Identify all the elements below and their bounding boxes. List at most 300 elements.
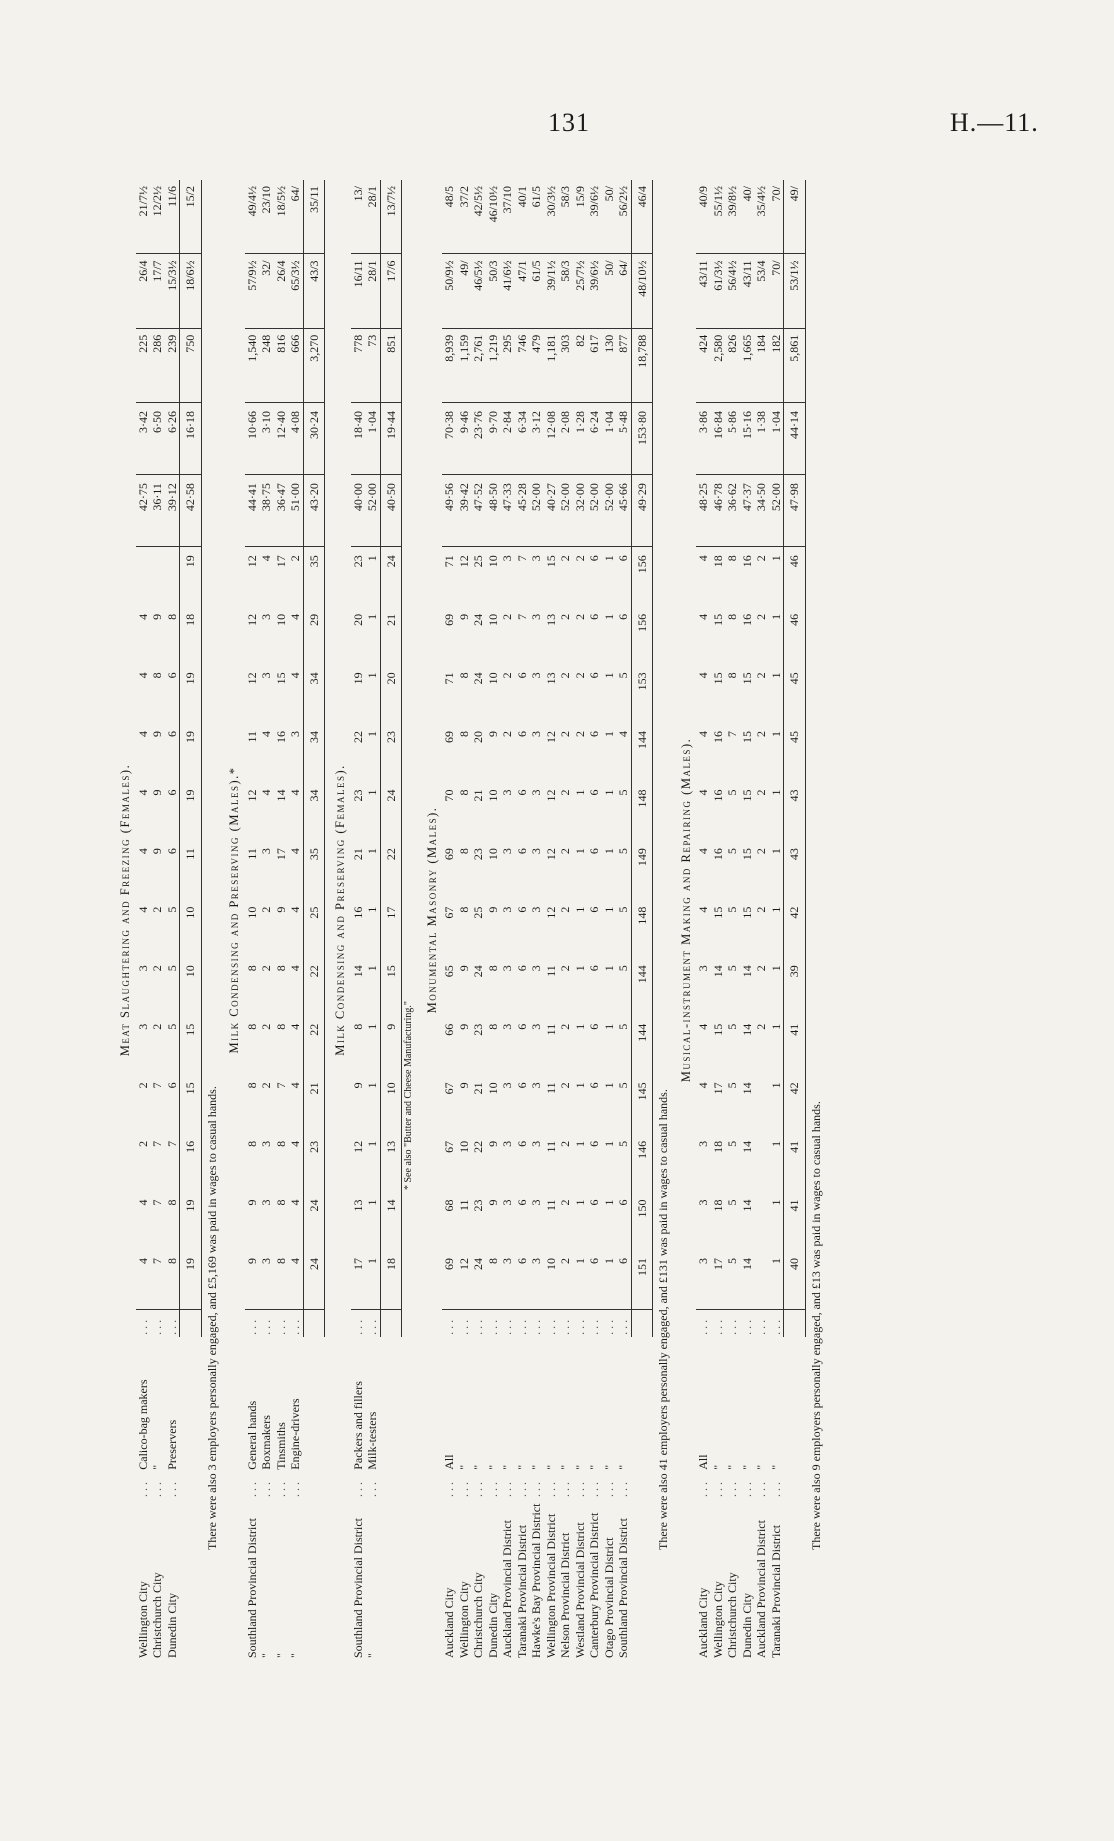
- average-cell: 36·47: [274, 475, 289, 547]
- count-cell: 8: [273, 1140, 288, 1147]
- table-row: [616, 180, 631, 1660]
- count-cell: 18: [710, 555, 725, 568]
- wage-cell: 49/4½: [245, 180, 260, 254]
- average-cell: 6·26: [165, 402, 180, 474]
- count-cell: 6: [587, 555, 601, 562]
- count-cell: 1: [365, 730, 379, 737]
- count-cell: 3: [500, 1258, 514, 1265]
- average-cell: 6·24: [587, 402, 602, 474]
- leader-dots: . . .: [288, 1481, 302, 1497]
- count-cell: 6: [164, 730, 179, 737]
- count-cell: 15: [180, 1074, 202, 1133]
- count-cell: 6: [514, 672, 529, 679]
- count-cell: 17: [273, 555, 288, 568]
- count-cell: 18: [710, 1140, 725, 1153]
- locality-cell: Auckland City: [442, 1587, 456, 1658]
- locality-cell: Southland Provincial District: [616, 1518, 630, 1658]
- count-cell: 3: [259, 672, 273, 679]
- leader-dots: . . .: [587, 1309, 602, 1337]
- average-cell: 6·34: [515, 402, 530, 474]
- wage-cell: 43/11: [696, 254, 711, 328]
- average-cell: 39·42: [457, 475, 472, 547]
- count-cell: 19: [180, 782, 202, 841]
- count-cell: 5: [725, 906, 739, 913]
- total-row: [631, 180, 653, 1660]
- count-cell: 24: [471, 965, 485, 978]
- wage-cell: 11/6: [165, 180, 180, 254]
- count-cell: 2: [754, 789, 768, 796]
- count-cell: 22: [380, 840, 402, 899]
- count-cell: 1: [365, 1258, 379, 1265]
- leader-dots: . . .: [725, 1309, 740, 1337]
- count-cell: 2: [150, 965, 164, 972]
- count-cell: 8: [350, 1023, 365, 1030]
- count-cell: 8: [244, 1023, 259, 1030]
- count-cell: 7: [150, 1082, 164, 1089]
- wage-cell: 40/: [740, 180, 755, 254]
- footnote: * See also "Butter and Cheese Manufacturing.": [403, 1001, 414, 1190]
- count-cell: 5: [616, 965, 630, 972]
- leader-dots: . . .: [587, 1481, 601, 1497]
- count-cell: 14: [739, 1258, 754, 1271]
- class-cell: ": [514, 1464, 529, 1470]
- count-cell: 2: [558, 613, 572, 620]
- leader-dots: [631, 1472, 653, 1499]
- count-cell: 2: [500, 613, 514, 620]
- count-cell: 2: [754, 613, 768, 620]
- count-cell: 1: [572, 789, 587, 796]
- leader-dots: . . .: [486, 1309, 501, 1337]
- wage-cell: 40/1: [515, 180, 530, 254]
- count-cell: 2: [572, 672, 587, 679]
- count-cell: 2: [558, 1199, 572, 1206]
- count-cell: 1: [768, 1082, 783, 1089]
- class-cell: ": [739, 1464, 754, 1470]
- count-cell: 3: [529, 906, 543, 913]
- count-cell: 12: [244, 672, 259, 685]
- count-cell: 10: [380, 1074, 402, 1133]
- leader-dots: . . .: [442, 1309, 457, 1337]
- count-cell: 4: [696, 1023, 710, 1030]
- count-cell: 9: [150, 848, 164, 855]
- count-cell: 15: [739, 672, 754, 685]
- locality-cell: Dunedin City: [485, 1593, 500, 1658]
- count-cell: 69: [442, 730, 456, 743]
- count-cell: 148: [631, 899, 653, 958]
- count-cell: 46: [784, 606, 806, 665]
- table-row: [696, 180, 711, 1660]
- average-cell: 5·48: [616, 402, 631, 474]
- average-cell: 3·10: [259, 402, 274, 474]
- leader-dots: [631, 1309, 653, 1337]
- count-cell: 3: [529, 1023, 543, 1030]
- count-cell: 19: [180, 1250, 202, 1309]
- locality-cell: Auckland Provincial District: [500, 1520, 514, 1658]
- average-cell: 47·52: [471, 475, 486, 547]
- count-cell: 2: [572, 555, 587, 562]
- count-cell: 3: [500, 906, 514, 913]
- count-cell: 1: [365, 906, 379, 913]
- table-row: [365, 180, 380, 1660]
- count-cell: 1: [601, 1140, 616, 1147]
- wage-cell: 424: [696, 328, 711, 402]
- wage-cell: 26/4: [274, 254, 289, 328]
- count-cell: 7: [273, 1082, 288, 1089]
- count-cell: 19: [180, 547, 202, 606]
- count-cell: 12: [350, 1140, 365, 1153]
- count-cell: 20: [471, 730, 485, 743]
- count-cell: 2: [754, 906, 768, 913]
- count-cell: 24: [471, 613, 485, 626]
- class-cell: [180, 1337, 202, 1472]
- locality-cell: Auckland City: [696, 1587, 710, 1658]
- count-cell: 5: [616, 1082, 630, 1089]
- count-cell: 14: [739, 1023, 754, 1036]
- wage-cell: 64/: [288, 180, 303, 254]
- count-cell: 15: [180, 1016, 202, 1075]
- leader-dots: . . .: [754, 1481, 768, 1497]
- count-cell: 2: [259, 1023, 273, 1030]
- count-cell: 8: [456, 730, 471, 737]
- average-cell: 15·16: [740, 402, 755, 474]
- leader-dots: . . .: [616, 1309, 631, 1337]
- wage-cell: 2,761: [471, 328, 486, 402]
- count-cell: 69: [442, 1258, 456, 1271]
- wage-cell: 35/11: [303, 180, 325, 254]
- count-cell: 8: [485, 1023, 500, 1030]
- wage-cell: 70/: [769, 180, 784, 254]
- wage-cell: 3,270: [303, 328, 325, 402]
- leader-dots: [180, 1309, 202, 1337]
- count-cell: 9: [150, 730, 164, 737]
- count-cell: 12: [456, 1258, 471, 1271]
- wage-cell: 61/3½: [711, 254, 726, 328]
- table-row: [544, 180, 559, 1660]
- count-cell: 1: [768, 555, 783, 562]
- locality-cell: Canterbury Provincial District: [587, 1512, 601, 1658]
- count-cell: 42: [784, 1074, 806, 1133]
- class-cell: ": [529, 1464, 543, 1470]
- count-cell: 4: [259, 730, 273, 737]
- count-cell: 6: [587, 1199, 601, 1206]
- wage-cell: 55/1½: [711, 180, 726, 254]
- table-section: [118, 160, 219, 1660]
- count-cell: 7: [514, 613, 529, 620]
- count-cell: 4: [135, 906, 150, 913]
- count-cell: 11: [543, 1023, 558, 1036]
- count-cell: 2: [500, 730, 514, 737]
- count-cell: 2: [558, 789, 572, 796]
- average-cell: 12·40: [274, 402, 289, 474]
- wage-cell: 43/11: [740, 254, 755, 328]
- leader-dots: . . .: [572, 1481, 587, 1497]
- count-cell: 4: [135, 848, 150, 855]
- leader-dots: . . .: [754, 1309, 769, 1337]
- locality-cell: ": [365, 1653, 379, 1658]
- count-cell: 4: [696, 906, 710, 913]
- wage-cell: 1,540: [245, 328, 260, 402]
- count-cell: 1: [572, 1258, 587, 1265]
- count-cell: 67: [442, 906, 456, 919]
- table-section: [679, 160, 824, 1660]
- wage-cell: 35/4½: [754, 180, 769, 254]
- count-cell: 5: [725, 789, 739, 796]
- count-cell: 6: [616, 613, 630, 620]
- count-cell: 1: [601, 906, 616, 913]
- count-cell: 3: [259, 613, 273, 620]
- average-cell: 3·86: [696, 402, 711, 474]
- wage-cell: 17/6: [380, 254, 402, 328]
- wage-cell: 248: [259, 328, 274, 402]
- leader-dots: . . .: [485, 1481, 500, 1497]
- count-cell: 1: [365, 848, 379, 855]
- locality-cell: ": [273, 1653, 288, 1658]
- count-cell: 3: [696, 1140, 710, 1147]
- class-cell: [380, 1337, 402, 1472]
- average-cell: 4·08: [288, 402, 303, 474]
- count-cell: 9: [350, 1082, 365, 1089]
- locality-cell: Auckland Provincial District: [754, 1520, 768, 1658]
- count-cell: 9: [485, 1199, 500, 1206]
- leader-dots: [784, 1309, 806, 1337]
- count-cell: 46: [784, 547, 806, 606]
- locality-cell: [380, 1499, 402, 1660]
- locality-cell: ": [259, 1653, 273, 1658]
- class-cell: ": [456, 1464, 471, 1470]
- count-cell: 19: [180, 723, 202, 782]
- wage-cell: 130: [602, 328, 617, 402]
- count-cell: 6: [514, 1082, 529, 1089]
- average-cell: 49·29: [631, 475, 653, 547]
- count-cell: 1: [601, 555, 616, 562]
- count-cell: 19: [180, 664, 202, 723]
- table-row: [136, 180, 151, 1660]
- count-cell: 14: [710, 965, 725, 978]
- table-row: [486, 180, 501, 1660]
- leader-dots: . . .: [150, 1309, 165, 1337]
- average-cell: 43·20: [303, 475, 325, 547]
- table-row: [573, 180, 588, 1660]
- count-cell: 1: [365, 672, 379, 679]
- count-cell: 1: [768, 672, 783, 679]
- wage-cell: 295: [500, 328, 515, 402]
- count-cell: 3: [529, 848, 543, 855]
- locality-cell: Wellington Provincial District: [543, 1513, 558, 1658]
- count-cell: 2: [754, 848, 768, 855]
- count-cell: 2: [288, 555, 302, 562]
- count-cell: 35: [303, 547, 325, 606]
- count-cell: 8: [456, 848, 471, 855]
- count-cell: 3: [500, 1082, 514, 1089]
- count-cell: 2: [135, 1082, 150, 1089]
- count-cell: 71: [442, 672, 456, 685]
- average-cell: 16·84: [711, 402, 726, 474]
- count-cell: 6: [164, 672, 179, 679]
- count-cell: 3: [529, 1258, 543, 1265]
- count-cell: 8: [273, 1199, 288, 1206]
- wage-cell: 46/4: [631, 180, 653, 254]
- count-cell: 2: [150, 906, 164, 913]
- wage-cell: 64/: [616, 254, 631, 328]
- wage-cell: 49/: [457, 254, 472, 328]
- wage-cell: 28/1: [365, 254, 380, 328]
- count-cell: 156: [631, 606, 653, 665]
- count-cell: 15: [380, 957, 402, 1016]
- count-cell: 1: [601, 789, 616, 796]
- count-cell: 11: [543, 965, 558, 977]
- count-cell: 16: [710, 848, 725, 861]
- count-cell: 11: [244, 730, 259, 743]
- leader-dots: . . .: [165, 1309, 180, 1337]
- count-cell: 2: [558, 730, 572, 737]
- count-cell: 70: [442, 789, 456, 802]
- leader-dots: . . .: [456, 1481, 471, 1497]
- count-cell: 4: [288, 613, 302, 620]
- wage-cell: 39/6½: [587, 180, 602, 254]
- section-title: Milk Condensing and Preserving (Females).: [333, 764, 347, 1056]
- leader-dots: . . .: [150, 1481, 164, 1497]
- count-cell: 5: [725, 1023, 739, 1030]
- average-cell: 1·04: [602, 402, 617, 474]
- count-cell: 2: [558, 906, 572, 913]
- count-cell: 16: [273, 730, 288, 743]
- average-cell: 52·00: [365, 475, 380, 547]
- count-cell: 1: [365, 789, 379, 796]
- average-cell: 52·00: [587, 475, 602, 547]
- wage-cell: 70/: [769, 254, 784, 328]
- table-section: [227, 160, 325, 1660]
- wage-cell: 23/10: [259, 180, 274, 254]
- average-cell: 19·44: [380, 402, 402, 474]
- count-cell: 15: [710, 906, 725, 919]
- count-cell: 4: [288, 1140, 302, 1147]
- count-cell: 4: [135, 789, 150, 796]
- count-cell: 3: [529, 1199, 543, 1206]
- count-cell: 4: [288, 848, 302, 855]
- leader-dots: . . .: [274, 1309, 289, 1337]
- leader-dots: . . .: [515, 1309, 530, 1337]
- count-cell: 144: [631, 1016, 653, 1075]
- count-cell: 1: [365, 1023, 379, 1030]
- count-cell: 13: [380, 1133, 402, 1192]
- wage-cell: 746: [515, 328, 530, 402]
- count-cell: 3: [500, 1140, 514, 1147]
- count-cell: 12: [543, 906, 558, 919]
- count-cell: 14: [739, 1140, 754, 1153]
- count-cell: 10: [485, 672, 500, 685]
- average-cell: 44·14: [784, 402, 806, 474]
- class-cell: ": [471, 1464, 485, 1470]
- leader-dots: [784, 1472, 806, 1499]
- count-cell: 145: [631, 1074, 653, 1133]
- wage-cell: 56/2½: [616, 180, 631, 254]
- count-cell: 16: [350, 906, 365, 919]
- count-cell: 5: [164, 1023, 179, 1030]
- leader-dots: . . .: [351, 1309, 366, 1337]
- leader-dots: . . .: [471, 1309, 486, 1337]
- wage-cell: 26/4: [136, 254, 151, 328]
- average-cell: 1·04: [769, 402, 784, 474]
- count-cell: 1: [768, 1199, 783, 1206]
- leader-dots: . . .: [725, 1481, 739, 1497]
- locality-cell: [784, 1499, 806, 1660]
- count-cell: 3: [529, 730, 543, 737]
- count-cell: 3: [529, 613, 543, 620]
- count-cell: 23: [471, 1023, 485, 1036]
- count-cell: 5: [164, 906, 179, 913]
- wage-cell: 65/3½: [288, 254, 303, 328]
- count-cell: 1: [365, 1199, 379, 1206]
- table-section: [425, 160, 671, 1660]
- average-cell: 47·98: [784, 475, 806, 547]
- class-cell: ": [572, 1464, 587, 1470]
- count-cell: 21: [471, 789, 485, 802]
- average-cell: 42·75: [136, 475, 151, 547]
- wage-cell: 15/3½: [165, 254, 180, 328]
- wage-cell: 73: [365, 328, 380, 402]
- table-row: [457, 180, 472, 1660]
- wage-cell: 13/: [351, 180, 366, 254]
- count-cell: 8: [485, 965, 500, 972]
- count-cell: 4: [135, 672, 150, 679]
- count-cell: 17: [710, 1082, 725, 1095]
- count-cell: 41: [784, 1016, 806, 1075]
- count-cell: 3: [529, 555, 543, 562]
- count-cell: 39: [784, 957, 806, 1016]
- average-cell: 34·50: [754, 475, 769, 547]
- count-cell: 18: [380, 1250, 402, 1309]
- count-cell: 3: [288, 730, 302, 737]
- leader-dots: . . .: [365, 1481, 379, 1497]
- count-cell: 3: [696, 1258, 710, 1265]
- count-cell: 1: [768, 906, 783, 913]
- count-cell: 11: [456, 1199, 471, 1212]
- count-cell: 150: [631, 1191, 653, 1250]
- count-cell: 8: [725, 672, 739, 679]
- leader-dots: . . .: [245, 1309, 260, 1337]
- leader-dots: . . .: [696, 1481, 710, 1497]
- count-cell: 19: [180, 1191, 202, 1250]
- leader-dots: . . .: [696, 1309, 711, 1337]
- count-cell: 17: [350, 1258, 365, 1271]
- count-cell: 11: [543, 1199, 558, 1212]
- class-cell: [631, 1337, 653, 1472]
- count-cell: 24: [380, 782, 402, 841]
- class-cell: ": [485, 1464, 500, 1470]
- leader-dots: [180, 1472, 202, 1499]
- count-cell: 68: [442, 1199, 456, 1212]
- count-cell: 6: [164, 1082, 179, 1089]
- leader-dots: . . .: [500, 1481, 514, 1497]
- locality-cell: Wellington City: [135, 1581, 150, 1658]
- average-cell: 38·75: [259, 475, 274, 547]
- count-cell: 34: [303, 782, 325, 841]
- average-cell: 47·33: [500, 475, 515, 547]
- average-cell: 46·78: [711, 475, 726, 547]
- wage-cell: 82: [573, 328, 588, 402]
- count-cell: 6: [587, 1258, 601, 1265]
- count-cell: 2: [558, 555, 572, 562]
- average-cell: 45·66: [616, 475, 631, 547]
- count-cell: 1: [572, 1023, 587, 1030]
- count-cell: 22: [350, 730, 365, 743]
- count-cell: 4: [288, 965, 302, 972]
- count-cell: 6: [616, 1258, 630, 1265]
- count-cell: 8: [244, 1082, 259, 1089]
- wage-cell: 41/6½: [500, 254, 515, 328]
- count-cell: 8: [150, 672, 164, 679]
- count-cell: 67: [442, 1082, 456, 1095]
